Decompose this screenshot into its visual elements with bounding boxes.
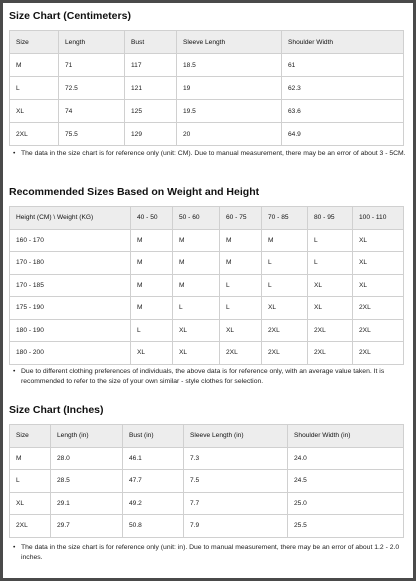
table-cell: 64.9 xyxy=(282,123,404,146)
table-cell: M xyxy=(131,274,173,297)
table-cell: 19.5 xyxy=(177,100,282,123)
column-header: Length (in) xyxy=(51,425,123,448)
table-cell: XL xyxy=(353,274,404,297)
table-cell: L xyxy=(220,297,262,320)
inch-size-table xyxy=(9,424,404,538)
table-cell: 46.1 xyxy=(123,447,184,470)
table-cell: 2XL xyxy=(353,319,404,342)
column-header: Sleeve Length xyxy=(177,31,282,54)
table-cell: L xyxy=(173,297,220,320)
cm-size-table xyxy=(9,30,404,146)
table-cell: 2XL xyxy=(10,515,51,538)
table-cell: 170 - 185 xyxy=(10,274,131,297)
table-cell: L xyxy=(131,319,173,342)
table-cell: 74 xyxy=(59,100,125,123)
note-text: The data in the size chart is for reference only (unit: CM). Due to manual measurement, there may be an error of about 3 - 5CM. xyxy=(21,150,406,157)
table-cell: 175 - 190 xyxy=(10,297,131,320)
table-cell: 117 xyxy=(125,54,177,77)
table-row xyxy=(10,342,404,365)
table-row xyxy=(10,54,404,77)
table-cell: XL xyxy=(173,319,220,342)
column-header: Sleeve Length (in) xyxy=(184,425,288,448)
table-cell: XL xyxy=(308,297,353,320)
table-cell: XL xyxy=(353,229,404,252)
cm-size-chart-section xyxy=(9,9,407,23)
table-cell: 75.5 xyxy=(59,123,125,146)
table-cell: XL xyxy=(262,297,308,320)
table-row xyxy=(10,447,404,470)
inch-chart-note xyxy=(9,543,407,563)
column-header: Shoulder Width xyxy=(282,31,404,54)
table-header-row xyxy=(10,31,404,54)
column-header: 80 - 95 xyxy=(308,207,353,230)
column-header: Length xyxy=(59,31,125,54)
recommended-sizes-title: Recommended Sizes Based on Weight and Height xyxy=(9,186,260,198)
table-cell: 180 - 200 xyxy=(10,342,131,365)
table-cell: L xyxy=(308,229,353,252)
table-row xyxy=(10,100,404,123)
table-cell: M xyxy=(220,252,262,275)
table-cell: 129 xyxy=(125,123,177,146)
table-row xyxy=(10,77,404,100)
table-cell: M xyxy=(10,447,51,470)
table-cell: 29.7 xyxy=(51,515,123,538)
table-cell: 72.5 xyxy=(59,77,125,100)
table-cell: 2XL xyxy=(10,123,59,146)
table-cell: XL xyxy=(308,274,353,297)
table-cell: M xyxy=(173,274,220,297)
table-cell: 19 xyxy=(177,77,282,100)
table-cell: 7.7 xyxy=(184,492,288,515)
bullet-icon: • xyxy=(13,368,16,375)
table-row xyxy=(10,492,404,515)
table-cell: 2XL xyxy=(262,319,308,342)
table-cell: XL xyxy=(10,100,59,123)
table-cell: 62.3 xyxy=(282,77,404,100)
cm-chart-note xyxy=(9,149,407,159)
bullet-icon: • xyxy=(13,150,16,157)
column-header: Shoulder Width (in) xyxy=(288,425,404,448)
note-text: Due to different clothing preferences of individuals, the above data is for reference only, with an average value taken. It is recommended to refer to the size of your own similar - style clothes for selection. xyxy=(21,368,385,385)
table-cell: L xyxy=(308,252,353,275)
table-cell: M xyxy=(173,229,220,252)
table-row xyxy=(10,229,404,252)
table-cell: 61 xyxy=(282,54,404,77)
table-row xyxy=(10,470,404,493)
column-header: 50 - 60 xyxy=(173,207,220,230)
inch-size-chart-title: Size Chart (Inches) xyxy=(9,404,104,416)
column-header: Size xyxy=(10,425,51,448)
table-cell: XL xyxy=(353,252,404,275)
table-cell: 121 xyxy=(125,77,177,100)
recommended-sizes-table xyxy=(9,206,404,365)
table-header-row xyxy=(10,207,404,230)
table-cell: M xyxy=(173,252,220,275)
table-cell: 29.1 xyxy=(51,492,123,515)
column-header: 40 - 50 xyxy=(131,207,173,230)
table-row xyxy=(10,252,404,275)
table-cell: XL xyxy=(173,342,220,365)
table-row xyxy=(10,319,404,342)
cm-size-chart-title: Size Chart (Centimeters) xyxy=(9,10,131,22)
table-cell: 18.5 xyxy=(177,54,282,77)
table-cell: 7.5 xyxy=(184,470,288,493)
table-cell: XL xyxy=(220,319,262,342)
table-cell: 28.5 xyxy=(51,470,123,493)
table-cell: 28.0 xyxy=(51,447,123,470)
table-cell: XL xyxy=(10,492,51,515)
table-cell: 7.3 xyxy=(184,447,288,470)
table-cell: 180 - 190 xyxy=(10,319,131,342)
table-cell: 71 xyxy=(59,54,125,77)
table-cell: 2XL xyxy=(308,319,353,342)
table-cell: 2XL xyxy=(220,342,262,365)
table-cell: M xyxy=(220,229,262,252)
table-cell: 7.9 xyxy=(184,515,288,538)
column-header: Bust xyxy=(125,31,177,54)
table-cell: M xyxy=(262,229,308,252)
table-cell: L xyxy=(262,252,308,275)
table-cell: 49.2 xyxy=(123,492,184,515)
table-cell: M xyxy=(131,252,173,275)
table-cell: L xyxy=(220,274,262,297)
table-cell: 2XL xyxy=(262,342,308,365)
column-header: Height (CM) \ Weight (KG) xyxy=(10,207,131,230)
table-row xyxy=(10,515,404,538)
recommended-sizes-note xyxy=(9,367,407,387)
table-cell: 47.7 xyxy=(123,470,184,493)
column-header: Bust (in) xyxy=(123,425,184,448)
table-cell: 50.8 xyxy=(123,515,184,538)
table-cell: 25.0 xyxy=(288,492,404,515)
column-header: 100 - 110 xyxy=(353,207,404,230)
table-cell: 125 xyxy=(125,100,177,123)
size-chart-sheet xyxy=(3,3,413,578)
table-cell: M xyxy=(131,297,173,320)
table-cell: 170 - 180 xyxy=(10,252,131,275)
table-cell: 25.5 xyxy=(288,515,404,538)
table-cell: 20 xyxy=(177,123,282,146)
column-header: 70 - 85 xyxy=(262,207,308,230)
column-header: 60 - 75 xyxy=(220,207,262,230)
table-cell: 24.0 xyxy=(288,447,404,470)
bullet-icon: • xyxy=(13,544,16,551)
table-cell: XL xyxy=(131,342,173,365)
note-text: The data in the size chart is for reference only (unit: in). Due to manual measurement, there may be an error of about 1.2 - 2.0 inches. xyxy=(21,544,400,561)
table-cell: L xyxy=(262,274,308,297)
table-row xyxy=(10,274,404,297)
table-cell: 2XL xyxy=(353,342,404,365)
table-cell: 160 - 170 xyxy=(10,229,131,252)
table-row xyxy=(10,123,404,146)
table-cell: L xyxy=(10,470,51,493)
table-cell: M xyxy=(10,54,59,77)
table-cell: M xyxy=(131,229,173,252)
column-header: Size xyxy=(10,31,59,54)
table-cell: 2XL xyxy=(308,342,353,365)
table-cell: 2XL xyxy=(353,297,404,320)
table-header-row xyxy=(10,425,404,448)
table-row xyxy=(10,297,404,320)
table-cell: 24.5 xyxy=(288,470,404,493)
table-cell: 63.6 xyxy=(282,100,404,123)
table-cell: L xyxy=(10,77,59,100)
